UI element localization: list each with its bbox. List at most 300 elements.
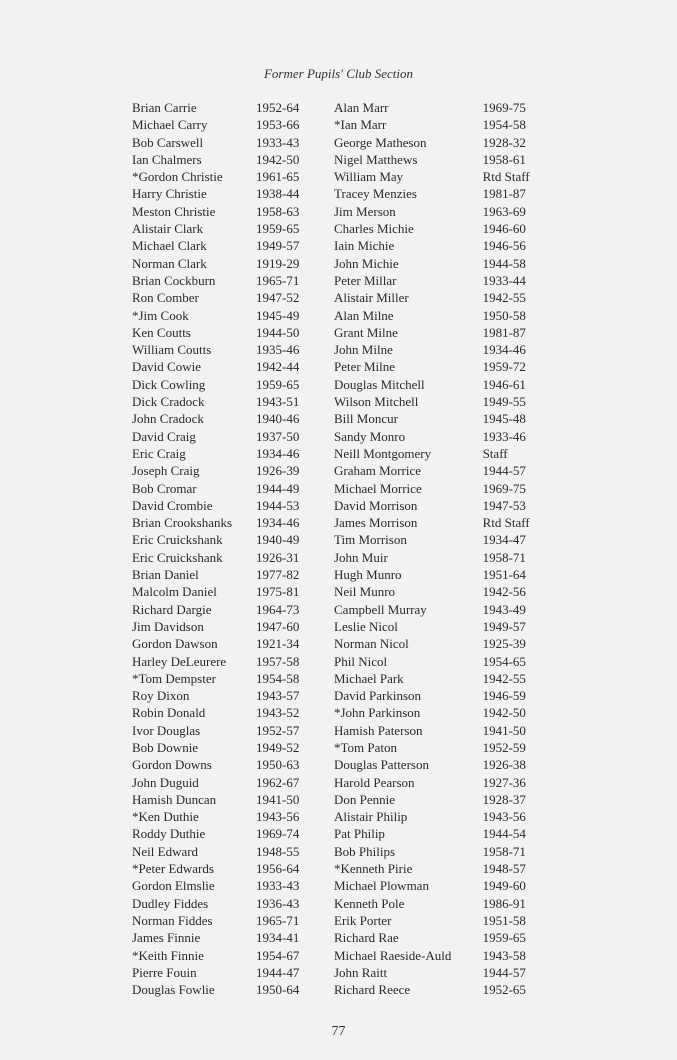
member-years: Rtd Staff xyxy=(482,515,530,531)
member-name: David Crombie xyxy=(132,497,213,513)
member-row xyxy=(334,480,544,497)
member-row xyxy=(334,929,544,946)
member-years: 1934-46 xyxy=(256,515,300,531)
member-name: Malcolm Daniel xyxy=(132,584,217,600)
member-name: Campbell Murray xyxy=(334,601,427,617)
member-row xyxy=(132,514,337,531)
member-name: Ken Coutts xyxy=(132,324,191,340)
member-name: Gordon Downs xyxy=(132,757,212,773)
member-years: 1952-65 xyxy=(482,982,526,998)
member-row xyxy=(334,151,544,168)
member-years: 1938-44 xyxy=(256,186,300,202)
member-years: 1944-50 xyxy=(256,324,300,340)
member-years: 1986-91 xyxy=(482,895,526,911)
member-row xyxy=(132,324,337,341)
member-years: 1928-37 xyxy=(482,791,526,807)
member-row xyxy=(334,687,544,704)
member-name: Richard Reece xyxy=(334,982,411,998)
member-name: Michael Clark xyxy=(132,238,207,254)
member-years: 1947-60 xyxy=(256,618,300,634)
member-years: 1944-47 xyxy=(256,964,300,980)
member-name: Charles Michie xyxy=(334,221,414,237)
member-years: 1927-36 xyxy=(482,774,526,790)
member-row xyxy=(132,912,337,929)
member-years: 1950-58 xyxy=(482,307,526,323)
member-row xyxy=(334,653,544,670)
member-row xyxy=(132,877,337,894)
member-name: Hugh Munro xyxy=(334,567,402,583)
member-name: Neil Munro xyxy=(334,584,396,600)
member-years: 1919-29 xyxy=(256,255,300,271)
left-member-list xyxy=(132,99,337,998)
member-name: Peter Milne xyxy=(334,359,396,375)
member-row xyxy=(334,808,544,825)
member-years: 1934-47 xyxy=(482,532,526,548)
member-name: *Keith Finnie xyxy=(132,947,204,963)
member-row xyxy=(132,307,337,324)
member-name: Bob Cromar xyxy=(132,480,197,496)
member-name: Grant Milne xyxy=(334,324,398,340)
member-row xyxy=(132,964,337,981)
member-name: Gordon Elmslie xyxy=(132,878,215,894)
member-name: Iain Michie xyxy=(334,238,395,254)
member-years: 1947-53 xyxy=(482,497,526,513)
member-years: 1943-52 xyxy=(256,705,300,721)
member-row xyxy=(132,670,337,687)
member-row xyxy=(132,635,337,652)
member-name: Bob Carswell xyxy=(132,134,204,150)
member-years: 1946-56 xyxy=(482,238,526,254)
member-name: Michael Plowman xyxy=(334,878,429,894)
member-years: 1949-57 xyxy=(482,618,526,634)
member-years: 1949-55 xyxy=(482,394,526,410)
member-name: Gordon Dawson xyxy=(132,636,218,652)
member-years: 1943-56 xyxy=(482,809,526,825)
member-name: John Duguid xyxy=(132,774,199,790)
member-row xyxy=(132,410,337,427)
member-row xyxy=(132,618,337,635)
member-row xyxy=(334,203,544,220)
member-row xyxy=(334,981,544,998)
member-name: Dudley Fiddes xyxy=(132,895,209,911)
member-name: John Raitt xyxy=(334,964,388,980)
member-row xyxy=(334,185,544,202)
member-row xyxy=(334,912,544,929)
member-years: 1944-54 xyxy=(482,826,526,842)
member-row xyxy=(334,272,544,289)
member-row xyxy=(334,324,544,341)
member-name: William Coutts xyxy=(132,342,212,358)
member-row xyxy=(132,255,337,272)
member-name: Bill Moncur xyxy=(334,411,398,427)
member-row xyxy=(132,134,337,151)
member-name: *Tom Paton xyxy=(334,739,398,755)
member-name: Ian Chalmers xyxy=(132,151,202,167)
member-name: Neill Montgomery xyxy=(334,445,432,461)
member-years: 1947-52 xyxy=(256,290,300,306)
member-name: David Parkinson xyxy=(334,688,422,704)
member-row xyxy=(132,549,337,566)
member-row xyxy=(334,722,544,739)
member-years: 1933-46 xyxy=(482,428,526,444)
member-years: 1926-31 xyxy=(256,549,300,565)
member-years: 1969-75 xyxy=(482,100,526,115)
member-name: Phil Nicol xyxy=(334,653,388,669)
member-years: 1933-43 xyxy=(256,134,300,150)
member-row xyxy=(132,981,337,998)
member-row xyxy=(132,445,337,462)
member-row xyxy=(334,877,544,894)
member-years: 1950-64 xyxy=(256,982,300,998)
member-name: Brian Crookshanks xyxy=(132,515,233,531)
member-row xyxy=(132,220,337,237)
member-years: 1934-41 xyxy=(256,930,300,946)
member-row xyxy=(132,428,337,445)
member-name: Robin Donald xyxy=(132,705,206,721)
section-title: Former Pupils' Club Section xyxy=(263,66,414,81)
member-name: Michael Park xyxy=(334,670,404,686)
member-row xyxy=(334,497,544,514)
member-years: 1944-57 xyxy=(482,964,526,980)
member-years: 1940-49 xyxy=(256,532,300,548)
member-years: 1969-74 xyxy=(256,826,300,842)
member-row xyxy=(334,670,544,687)
member-name: *John Parkinson xyxy=(334,705,421,721)
member-name: Dick Cowling xyxy=(132,376,206,392)
member-row xyxy=(132,774,337,791)
member-row xyxy=(334,358,544,375)
member-row xyxy=(334,566,544,583)
member-name: Wilson Mitchell xyxy=(334,394,419,410)
member-years: 1946-59 xyxy=(482,688,526,704)
member-years: 1954-65 xyxy=(482,653,526,669)
member-name: Eric Cruickshank xyxy=(132,549,223,565)
member-name: Meston Christie xyxy=(132,203,216,219)
member-years: 1959-65 xyxy=(256,221,300,237)
member-name: Sandy Monro xyxy=(334,428,406,444)
member-name: Hamish Paterson xyxy=(334,722,423,738)
member-name: Brian Cockburn xyxy=(132,272,216,288)
member-row xyxy=(334,428,544,445)
member-years: 1962-67 xyxy=(256,774,300,790)
member-row xyxy=(334,704,544,721)
member-row xyxy=(334,134,544,151)
member-years: 1936-43 xyxy=(256,895,300,911)
member-years: 1933-44 xyxy=(482,272,526,288)
member-row xyxy=(132,99,337,116)
member-years: 1969-75 xyxy=(482,480,526,496)
member-row xyxy=(132,947,337,964)
member-years: 1946-60 xyxy=(482,221,526,237)
member-row xyxy=(334,376,544,393)
member-row xyxy=(132,653,337,670)
member-row xyxy=(334,774,544,791)
member-name: Alan Milne xyxy=(334,307,394,323)
member-row xyxy=(132,168,337,185)
member-name: Norman Nicol xyxy=(334,636,409,652)
member-row xyxy=(132,895,337,912)
member-row xyxy=(132,462,337,479)
member-years: 1949-52 xyxy=(256,739,300,755)
member-row xyxy=(132,376,337,393)
member-name: Nigel Matthews xyxy=(334,151,418,167)
member-name: *Tom Dempster xyxy=(132,670,216,686)
member-name: Roy Dixon xyxy=(132,688,190,704)
member-row xyxy=(132,808,337,825)
member-row xyxy=(132,687,337,704)
member-name: Harold Pearson xyxy=(334,774,415,790)
member-name: Alan Marr xyxy=(334,100,389,115)
member-years: 1943-49 xyxy=(482,601,526,617)
member-name: John Muir xyxy=(334,549,388,565)
member-years: 1951-64 xyxy=(482,567,526,583)
member-row xyxy=(334,116,544,133)
member-years: 1965-71 xyxy=(256,272,300,288)
member-row xyxy=(334,860,544,877)
member-name: Jim Merson xyxy=(334,203,396,219)
member-row xyxy=(334,462,544,479)
member-row xyxy=(334,739,544,756)
member-years: 1951-58 xyxy=(482,912,526,928)
member-name: Roddy Duthie xyxy=(132,826,206,842)
member-years: Rtd Staff xyxy=(482,169,530,185)
member-name: Richard Dargie xyxy=(132,601,212,617)
member-row xyxy=(132,116,337,133)
member-row xyxy=(334,237,544,254)
member-years: 1956-64 xyxy=(256,861,300,877)
member-years: 1949-57 xyxy=(256,238,300,254)
member-name: Don Pennie xyxy=(334,791,396,807)
member-row xyxy=(334,583,544,600)
member-years: 1948-55 xyxy=(256,843,300,859)
member-name: David Cowie xyxy=(132,359,201,375)
member-years: 1921-34 xyxy=(256,636,300,652)
member-name: *Ian Marr xyxy=(334,117,387,133)
member-row xyxy=(132,739,337,756)
member-row xyxy=(334,255,544,272)
member-years: 1959-65 xyxy=(256,376,300,392)
member-row xyxy=(132,583,337,600)
member-name: Hamish Duncan xyxy=(132,791,217,807)
member-row xyxy=(132,480,337,497)
member-row xyxy=(132,929,337,946)
member-row xyxy=(132,722,337,739)
member-years: 1944-57 xyxy=(482,463,526,479)
member-name: *Kenneth Pirie xyxy=(334,861,413,877)
member-row xyxy=(132,203,337,220)
member-row xyxy=(132,843,337,860)
member-name: Neil Edward xyxy=(132,843,199,859)
member-years: 1941-50 xyxy=(482,722,526,738)
member-row xyxy=(334,895,544,912)
member-name: Alistair Philip xyxy=(334,809,408,825)
member-row xyxy=(132,704,337,721)
member-row xyxy=(334,341,544,358)
member-years: 1944-49 xyxy=(256,480,300,496)
member-years: 1943-56 xyxy=(256,809,300,825)
member-name: Richard Rae xyxy=(334,930,399,946)
member-years: 1946-61 xyxy=(482,376,526,392)
member-name: Kenneth Pole xyxy=(334,895,405,911)
member-years: 1943-51 xyxy=(256,394,300,410)
member-row xyxy=(132,237,337,254)
member-years: 1941-50 xyxy=(256,791,300,807)
member-row xyxy=(334,514,544,531)
member-row xyxy=(132,289,337,306)
member-years: 1928-32 xyxy=(482,134,526,150)
member-row xyxy=(132,185,337,202)
member-years: 1964-73 xyxy=(256,601,300,617)
member-name: Pat Philip xyxy=(334,826,385,842)
member-name: *Ken Duthie xyxy=(132,809,199,825)
member-name: Peter Millar xyxy=(334,272,397,288)
member-row xyxy=(334,307,544,324)
member-years: 1926-39 xyxy=(256,463,300,479)
member-years: 1942-55 xyxy=(482,670,526,686)
member-name: William May xyxy=(334,169,404,185)
member-name: Brian Carrie xyxy=(132,100,197,115)
member-years: 1949-60 xyxy=(482,878,526,894)
member-row xyxy=(334,549,544,566)
member-years: 1952-64 xyxy=(256,100,300,115)
member-name: Erik Porter xyxy=(334,912,392,928)
member-row xyxy=(334,289,544,306)
member-years: 1963-69 xyxy=(482,203,526,219)
member-name: George Matheson xyxy=(334,134,427,150)
member-name: David Morrison xyxy=(334,497,418,513)
member-years: 1957-58 xyxy=(256,653,300,669)
member-row xyxy=(334,601,544,618)
member-years: 1965-71 xyxy=(256,912,300,928)
member-row xyxy=(132,358,337,375)
member-years: 1944-53 xyxy=(256,497,300,513)
member-name: Graham Morrice xyxy=(334,463,421,479)
member-name: Ivor Douglas xyxy=(132,722,201,738)
member-years: 1958-63 xyxy=(256,203,300,219)
member-name: John Cradock xyxy=(132,411,204,427)
member-years: 1958-61 xyxy=(482,151,526,167)
member-name: Jim Davidson xyxy=(132,618,204,634)
member-row xyxy=(132,601,337,618)
member-row xyxy=(132,791,337,808)
member-name: Tim Morrison xyxy=(334,532,407,548)
member-years: 1945-48 xyxy=(482,411,526,427)
member-row xyxy=(334,220,544,237)
member-row xyxy=(132,151,337,168)
member-name: Joseph Craig xyxy=(132,463,200,479)
member-years: Staff xyxy=(482,445,508,461)
member-row xyxy=(132,272,337,289)
member-years: 1943-57 xyxy=(256,688,300,704)
member-name: Harry Christie xyxy=(132,186,207,202)
member-name: Alistair Clark xyxy=(132,221,204,237)
member-name: Pierre Fouin xyxy=(132,964,197,980)
member-name: John Michie xyxy=(334,255,399,271)
member-row xyxy=(334,168,544,185)
member-name: Brian Daniel xyxy=(132,567,199,583)
member-name: Tracey Menzies xyxy=(334,186,417,202)
member-years: 1942-56 xyxy=(482,584,526,600)
member-row xyxy=(334,964,544,981)
member-years: 1958-71 xyxy=(482,549,526,565)
member-row xyxy=(132,531,337,548)
member-years: 1942-50 xyxy=(256,151,300,167)
member-years: 1954-67 xyxy=(256,947,300,963)
right-member-list xyxy=(334,99,544,998)
member-name: Harley DeLeurere xyxy=(132,653,227,669)
member-years: 1958-71 xyxy=(482,843,526,859)
member-name: Norman Fiddes xyxy=(132,912,213,928)
page-number: 77 xyxy=(331,1024,346,1039)
member-row xyxy=(132,756,337,773)
member-row xyxy=(334,531,544,548)
member-name: Bob Philips xyxy=(334,843,396,859)
member-years: 1943-58 xyxy=(482,947,526,963)
member-years: 1935-46 xyxy=(256,342,300,358)
member-years: 1981-87 xyxy=(482,324,526,340)
member-name: Eric Craig xyxy=(132,445,186,461)
member-name: James Finnie xyxy=(132,930,201,946)
member-name: David Craig xyxy=(132,428,196,444)
member-years: 1940-46 xyxy=(256,411,300,427)
member-years: 1977-82 xyxy=(256,567,300,583)
member-years: 1954-58 xyxy=(256,670,300,686)
member-years: 1953-66 xyxy=(256,117,300,133)
member-row xyxy=(334,635,544,652)
member-row xyxy=(132,566,337,583)
member-name: Ron Comber xyxy=(132,290,199,306)
member-name: Alistair Miller xyxy=(334,290,409,306)
member-row xyxy=(132,341,337,358)
member-row xyxy=(334,825,544,842)
member-row xyxy=(132,393,337,410)
member-name: *Jim Cook xyxy=(132,307,189,323)
member-name: Bob Downie xyxy=(132,739,199,755)
member-years: 1952-59 xyxy=(482,739,526,755)
member-years: 1937-50 xyxy=(256,428,300,444)
member-name: Leslie Nicol xyxy=(334,618,398,634)
member-row xyxy=(334,445,544,462)
member-years: 1952-57 xyxy=(256,722,300,738)
member-name: *Peter Edwards xyxy=(132,861,214,877)
member-row xyxy=(334,393,544,410)
member-name: Dick Cradock xyxy=(132,394,205,410)
member-row xyxy=(334,410,544,427)
member-years: 1944-58 xyxy=(482,255,526,271)
member-years: 1934-46 xyxy=(256,445,300,461)
member-name: James Morrison xyxy=(334,515,418,531)
member-name: Michael Raeside-Auld xyxy=(334,947,452,963)
member-name: *Gordon Christie xyxy=(132,169,223,185)
member-years: 1959-65 xyxy=(482,930,526,946)
member-years: 1981-87 xyxy=(482,186,526,202)
member-years: 1959-72 xyxy=(482,359,526,375)
member-years: 1942-50 xyxy=(482,705,526,721)
member-years: 1934-46 xyxy=(482,342,526,358)
member-name: Douglas Mitchell xyxy=(334,376,425,392)
member-years: 1925-39 xyxy=(482,636,526,652)
member-name: John Milne xyxy=(334,342,393,358)
member-years: 1950-63 xyxy=(256,757,300,773)
member-years: 1945-49 xyxy=(256,307,300,323)
member-years: 1933-43 xyxy=(256,878,300,894)
member-years: 1954-58 xyxy=(482,117,526,133)
member-name: Norman Clark xyxy=(132,255,207,271)
member-name: Eric Cruickshank xyxy=(132,532,223,548)
member-years: 1942-44 xyxy=(256,359,300,375)
member-name: Douglas Fowlie xyxy=(132,982,215,998)
member-row xyxy=(334,99,544,116)
